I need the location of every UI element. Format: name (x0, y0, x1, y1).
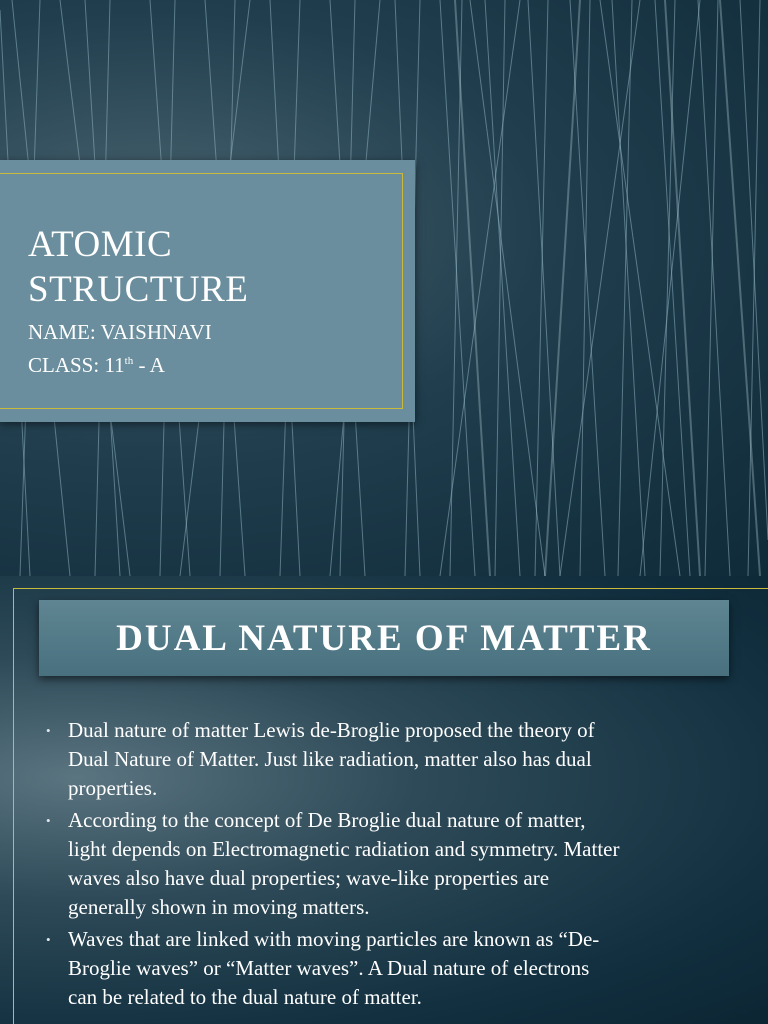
bullet-line: can be related to the dual nature of matter. (68, 985, 422, 1009)
bullet-line: According to the concept of De Broglie dual nature of matter, (68, 808, 586, 832)
bullet-dot-icon: • (46, 813, 51, 828)
bullet-item-2 (46, 806, 736, 922)
bullet-item-3 (46, 925, 736, 1012)
class-suffix: - A (133, 353, 165, 377)
bullet-item-1 (46, 716, 736, 803)
bullet-line: waves also have dual properties; wave-like properties are (68, 866, 550, 890)
title-line-1: ATOMIC (28, 224, 173, 265)
title-line-2: STRUCTURE (28, 269, 249, 310)
title-box (0, 160, 415, 422)
bullet-list (46, 716, 736, 1015)
bullet-dot-icon: • (46, 723, 51, 738)
class-prefix: CLASS: 11 (28, 353, 125, 377)
content-slide (0, 576, 768, 1024)
bullet-line: light depends on Electromagnetic radiation and symmetry. Matter (68, 837, 620, 861)
bullet-line: Dual nature of matter Lewis de-Broglie proposed the theory of (68, 718, 595, 742)
student-class (28, 353, 165, 378)
heading-banner (39, 600, 729, 676)
bullet-line: Dual Nature of Matter. Just like radiation, matter also has dual (68, 747, 592, 771)
slide-heading: DUAL NATURE OF MATTER (116, 617, 652, 659)
class-superscript: th (124, 355, 134, 367)
slide-title (28, 222, 248, 312)
bullet-dot-icon: • (46, 932, 51, 947)
bullet-line: Broglie waves” or “Matter waves”. A Dual nature of electrons (68, 956, 590, 980)
bullet-line: generally shown in moving matters. (68, 895, 370, 919)
student-name: NAME: VAISHNAVI (28, 320, 212, 344)
bullet-line: properties. (68, 776, 158, 800)
bullet-line: Waves that are linked with moving particles are known as “De- (68, 927, 600, 951)
